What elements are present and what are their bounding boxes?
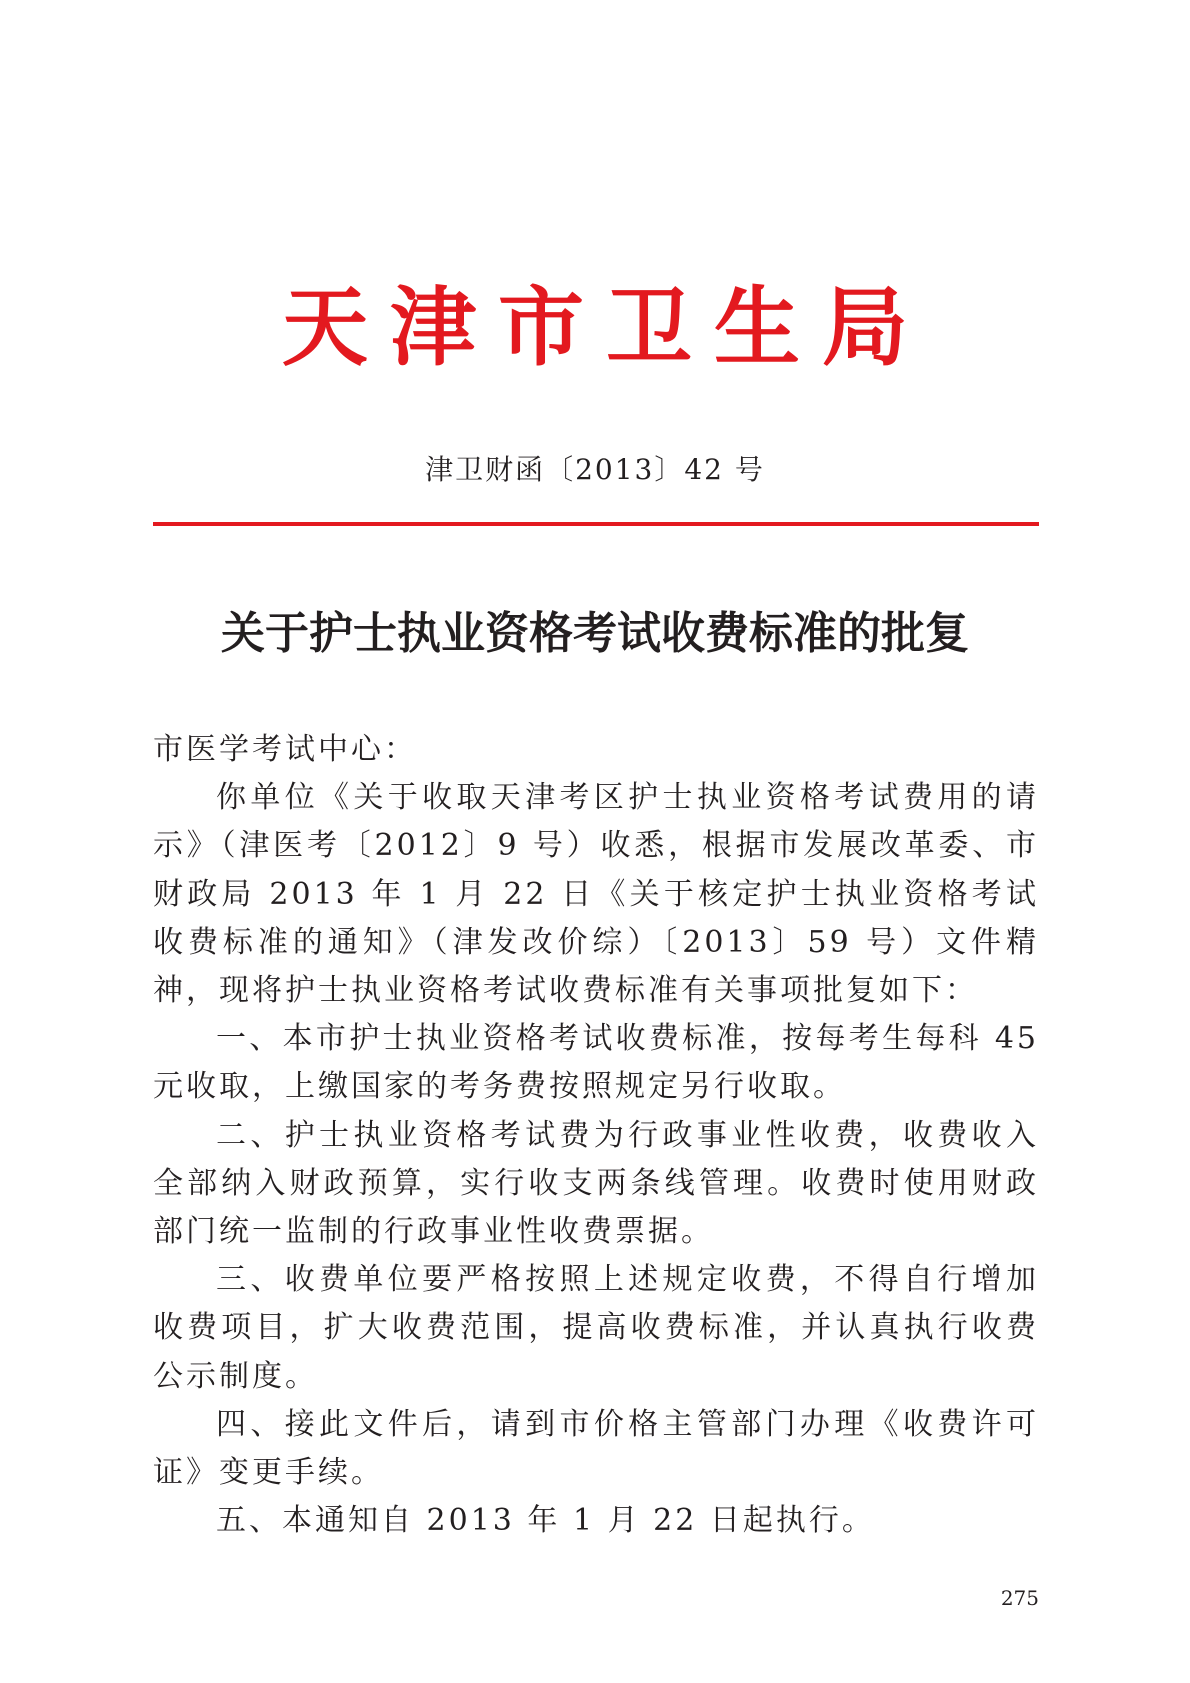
addressee: 市医学考试中心： (153, 732, 417, 767)
document-title: 关于护士执业资格考试收费标准的批复 (221, 608, 969, 659)
item-paragraph-2: 二、护士执业资格考试费为行政事业性收费，收费收入全部纳入财政预算，实行收支两条线管理。收费时使用财政部门统一监制的行政事业性收费票据。 (153, 1117, 1039, 1250)
document-number: 津卫财函〔2013〕42 号 (425, 453, 765, 486)
page-number: 275 (1000, 1586, 1039, 1610)
issuing-authority-header: 天津市卫生局 (282, 277, 930, 378)
red-divider-line (153, 522, 1039, 526)
item-paragraph-4: 四、接此文件后，请到市价格主管部门办理《收费许可证》变更手续。 (153, 1406, 1039, 1491)
item-paragraph-1: 一、本市护士执业资格考试收费标准，按每考生每科 45 元收取，上缴国家的考务费按照规定另行收取。 (153, 1021, 1039, 1105)
intro-paragraph: 你单位《关于收取天津考区护士执业资格考试费用的请示》（津医考〔2012〕9 号）收悉，根据市发展改革委、市财政局 2013 年 1 月 22 日《关于核定护士执业资格考试收费标准的通知》（津发改价综）〔2013〕59 号）文件精神，现将护士执业资格考试收费标准有关事项批复如下： (153, 780, 1039, 1009)
item-paragraph-5: 五、本通知自 2013 年 1 月 22 日起执行。 (216, 1503, 875, 1539)
item-paragraph-3: 三、收费单位要严格按照上述规定收费，不得自行增加收费项目，扩大收费范围，提高收费标准，并认真执行收费公示制度。 (153, 1262, 1039, 1394)
document-body (153, 726, 1039, 1545)
